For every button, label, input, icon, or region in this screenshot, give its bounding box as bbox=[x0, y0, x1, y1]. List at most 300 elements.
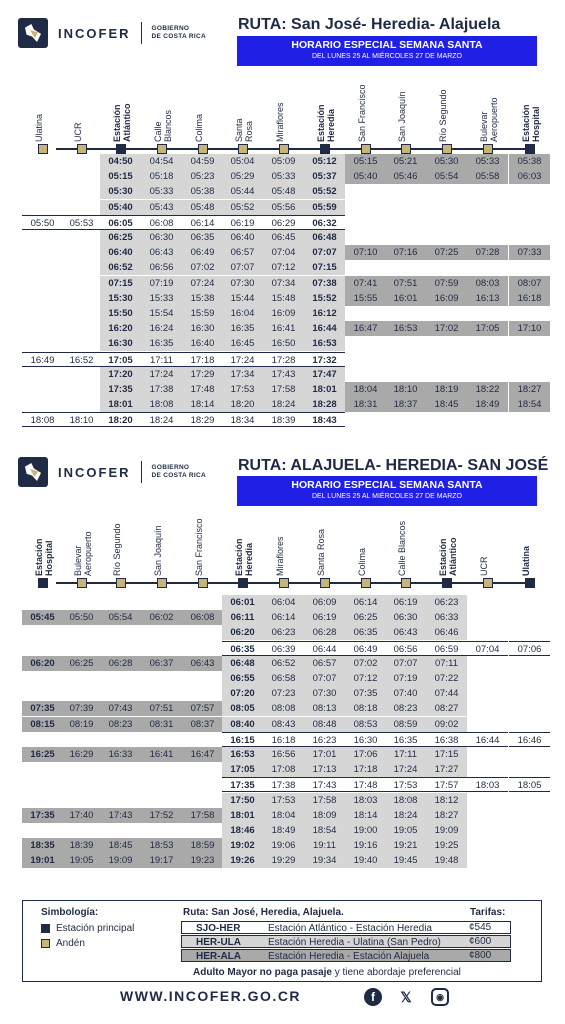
time-cell: 05:29 bbox=[222, 169, 263, 184]
time-cell: 07:02 bbox=[345, 656, 386, 671]
route-title-2: RUTA: ALAJUELA- HEREDIA- SAN JOSÉ bbox=[238, 457, 549, 474]
time-cell: 18:39 bbox=[61, 838, 102, 853]
time-cell: 06:57 bbox=[304, 656, 345, 671]
time-cell: 05:46 bbox=[385, 169, 426, 184]
time-cell: 06:39 bbox=[263, 641, 304, 656]
time-cell: 05:45 bbox=[22, 610, 63, 625]
time-cell: 17:28 bbox=[263, 352, 304, 367]
time-cell: 16:15 bbox=[222, 732, 263, 747]
time-cell: 16:29 bbox=[61, 747, 102, 762]
website-link[interactable]: WWW.INCOFER.GO.CR bbox=[120, 988, 302, 1004]
station-label: UCR bbox=[478, 556, 489, 576]
time-cell: 06:59 bbox=[426, 641, 467, 656]
time-cell: 19:05 bbox=[61, 853, 102, 868]
station-label: Miraflores bbox=[274, 536, 285, 576]
time-cell: 07:07 bbox=[304, 245, 345, 260]
time-cell: 08:15 bbox=[22, 717, 63, 732]
time-cell: 19:34 bbox=[304, 853, 345, 868]
time-cell: 07:12 bbox=[263, 260, 304, 275]
time-cell: 05:38 bbox=[182, 184, 223, 199]
time-cell: 17:40 bbox=[61, 808, 102, 823]
time-cell: 06:23 bbox=[263, 625, 304, 640]
time-cell: 07:15 bbox=[304, 260, 345, 275]
time-cell: 05:33 bbox=[141, 184, 182, 199]
time-cell: 18:08 bbox=[385, 793, 426, 808]
time-cell: 19:29 bbox=[263, 853, 304, 868]
time-cell: 05:30 bbox=[100, 184, 141, 199]
time-cell: 08:37 bbox=[182, 717, 223, 732]
time-cell: 06:28 bbox=[304, 625, 345, 640]
time-cell: 17:35 bbox=[100, 382, 141, 397]
time-cell: 08:53 bbox=[345, 717, 386, 732]
time-cell: 16:30 bbox=[100, 336, 141, 351]
time-cell: 04:59 bbox=[182, 154, 223, 169]
platform-marker bbox=[238, 144, 248, 154]
time-cell: 06:25 bbox=[345, 610, 386, 625]
time-cell: 05:58 bbox=[467, 169, 508, 184]
time-cell: 18:35 bbox=[22, 838, 63, 853]
time-cell: 16:53 bbox=[304, 336, 345, 351]
time-cell: 18:24 bbox=[385, 808, 426, 823]
station-label: San Joaquín bbox=[152, 525, 163, 576]
time-cell: 16:35 bbox=[222, 321, 263, 336]
time-cell: 17:32 bbox=[304, 352, 345, 367]
time-cell: 07:38 bbox=[304, 276, 345, 291]
time-cell: 19:09 bbox=[426, 823, 467, 838]
time-cell: 15:33 bbox=[141, 291, 182, 306]
time-cell: 18:10 bbox=[61, 412, 102, 427]
incofer-logo-2 bbox=[18, 457, 206, 487]
time-cell: 17:20 bbox=[100, 367, 141, 382]
time-cell: 07:15 bbox=[100, 276, 141, 291]
time-cell: 17:02 bbox=[426, 321, 467, 336]
time-cell: 06:35 bbox=[222, 641, 263, 656]
time-cell: 15:52 bbox=[304, 291, 345, 306]
time-cell: 19:11 bbox=[304, 838, 345, 853]
fare-price: ¢800 bbox=[469, 950, 492, 961]
legend-box bbox=[22, 900, 542, 982]
station-label: Río Segundo bbox=[111, 523, 122, 576]
platform-marker bbox=[157, 144, 167, 154]
schedule-banner-1: HORARIO ESPECIAL SEMANA SANTA DEL LUNES 25 AL MIÉRCOLES 27 DE MARZO bbox=[237, 36, 537, 66]
time-cell: 06:55 bbox=[222, 671, 263, 686]
time-cell: 18:49 bbox=[263, 823, 304, 838]
station-label: Calle Blancos bbox=[152, 109, 173, 142]
time-cell: 16:52 bbox=[61, 352, 102, 367]
time-cell: 06:45 bbox=[263, 230, 304, 245]
time-cell: 17:06 bbox=[345, 747, 386, 762]
time-cell: 17:01 bbox=[304, 747, 345, 762]
facebook-icon[interactable]: f bbox=[364, 988, 382, 1006]
platform-marker bbox=[279, 144, 289, 154]
time-cell: 16:35 bbox=[141, 336, 182, 351]
time-cell: 08:03 bbox=[467, 276, 508, 291]
time-cell: 19:25 bbox=[426, 838, 467, 853]
time-cell: 16:13 bbox=[467, 291, 508, 306]
time-cell: 06:19 bbox=[222, 215, 263, 230]
time-cell: 08:43 bbox=[263, 717, 304, 732]
time-cell: 05:50 bbox=[22, 215, 63, 230]
platform-marker bbox=[157, 578, 167, 588]
time-cell: 05:38 bbox=[509, 154, 550, 169]
time-cell: 08:48 bbox=[304, 717, 345, 732]
time-cell: 06:35 bbox=[345, 625, 386, 640]
time-cell: 18:45 bbox=[426, 397, 467, 412]
time-cell: 16:40 bbox=[182, 336, 223, 351]
fare-price: ¢545 bbox=[469, 922, 492, 933]
time-cell: 06:23 bbox=[426, 595, 467, 610]
station-label: Miraflores bbox=[274, 102, 285, 142]
main-station-marker bbox=[525, 144, 535, 154]
time-cell: 18:01 bbox=[304, 382, 345, 397]
time-cell: 05:48 bbox=[182, 200, 223, 215]
time-cell: 05:15 bbox=[100, 169, 141, 184]
time-cell: 19:16 bbox=[345, 838, 386, 853]
time-cell: 19:09 bbox=[100, 853, 141, 868]
time-cell: 16:09 bbox=[426, 291, 467, 306]
main-station-marker bbox=[525, 578, 535, 588]
time-cell: 17:52 bbox=[141, 808, 182, 823]
time-cell: 17:58 bbox=[263, 382, 304, 397]
time-cell: 19:01 bbox=[22, 853, 63, 868]
time-cell: 17:24 bbox=[385, 762, 426, 777]
instagram-icon[interactable]: ◉ bbox=[431, 988, 449, 1006]
time-cell: 17:05 bbox=[467, 321, 508, 336]
time-cell: 18:34 bbox=[222, 412, 263, 427]
time-cell: 16:18 bbox=[263, 732, 304, 747]
time-cell: 16:30 bbox=[345, 732, 386, 747]
time-cell: 07:22 bbox=[426, 671, 467, 686]
time-cell: 08:27 bbox=[426, 701, 467, 716]
time-cell: 18:54 bbox=[304, 823, 345, 838]
time-cell: 17:43 bbox=[263, 367, 304, 382]
time-cell: 08:59 bbox=[385, 717, 426, 732]
time-cell: 16:18 bbox=[509, 291, 550, 306]
time-cell: 09:02 bbox=[426, 717, 467, 732]
time-cell: 17:27 bbox=[426, 762, 467, 777]
time-cell: 08:31 bbox=[141, 717, 182, 732]
time-cell: 15:50 bbox=[100, 306, 141, 321]
time-cell: 18:49 bbox=[467, 397, 508, 412]
time-cell: 17:53 bbox=[263, 793, 304, 808]
main-station-marker bbox=[320, 144, 330, 154]
platform-marker bbox=[483, 144, 493, 154]
time-cell: 06:57 bbox=[222, 245, 263, 260]
time-cell: 18:08 bbox=[22, 412, 63, 427]
time-cell: 08:13 bbox=[304, 701, 345, 716]
time-cell: 05:33 bbox=[263, 169, 304, 184]
time-cell: 06:25 bbox=[61, 656, 102, 671]
time-cell: 08:23 bbox=[100, 717, 141, 732]
time-cell: 16:49 bbox=[22, 352, 63, 367]
time-cell: 07:41 bbox=[345, 276, 386, 291]
time-cell: 06:56 bbox=[141, 260, 182, 275]
time-cell: 17:53 bbox=[385, 777, 426, 792]
station-label: Estación Hospital bbox=[33, 538, 54, 576]
time-cell: 05:54 bbox=[100, 610, 141, 625]
platform-marker bbox=[77, 578, 87, 588]
station-label: Santa Rosa bbox=[233, 118, 254, 142]
station-label: Bulevar Aeropuerto bbox=[478, 97, 499, 142]
time-cell: 05:40 bbox=[345, 169, 386, 184]
time-cell: 06:02 bbox=[141, 610, 182, 625]
time-cell: 07:28 bbox=[467, 245, 508, 260]
time-cell: 06:30 bbox=[141, 230, 182, 245]
time-cell: 18:08 bbox=[141, 397, 182, 412]
time-cell: 18:27 bbox=[509, 382, 550, 397]
platform-marker bbox=[401, 578, 411, 588]
time-cell: 17:24 bbox=[222, 352, 263, 367]
time-cell: 07:34 bbox=[263, 276, 304, 291]
time-cell: 17:08 bbox=[263, 762, 304, 777]
time-cell: 17:24 bbox=[141, 367, 182, 382]
time-cell: 18:03 bbox=[467, 777, 508, 792]
time-cell: 05:43 bbox=[141, 200, 182, 215]
time-cell: 04:50 bbox=[100, 154, 141, 169]
time-cell: 18:54 bbox=[509, 397, 550, 412]
time-cell: 06:46 bbox=[426, 625, 467, 640]
main-station-marker bbox=[38, 578, 48, 588]
platform-marker bbox=[361, 144, 371, 154]
time-cell: 06:52 bbox=[100, 260, 141, 275]
time-cell: 07:06 bbox=[509, 641, 550, 656]
time-cell: 06:40 bbox=[100, 245, 141, 260]
time-cell: 16:47 bbox=[345, 321, 386, 336]
platform-marker bbox=[198, 578, 208, 588]
time-cell: 07:07 bbox=[222, 260, 263, 275]
time-cell: 15:48 bbox=[263, 291, 304, 306]
time-cell: 05:52 bbox=[304, 184, 345, 199]
time-cell: 16:20 bbox=[100, 321, 141, 336]
time-cell: 07:40 bbox=[385, 686, 426, 701]
time-cell: 17:18 bbox=[182, 352, 223, 367]
time-cell: 16:47 bbox=[182, 747, 223, 762]
time-cell: 17:47 bbox=[304, 367, 345, 382]
time-cell: 19:06 bbox=[263, 838, 304, 853]
platform-marker bbox=[38, 144, 48, 154]
time-cell: 15:59 bbox=[182, 306, 223, 321]
time-cell: 06:14 bbox=[263, 610, 304, 625]
station-label: UCR bbox=[72, 122, 83, 142]
main-station-swatch bbox=[41, 924, 50, 933]
time-cell: 16:53 bbox=[385, 321, 426, 336]
time-cell: 06:03 bbox=[509, 169, 550, 184]
time-cell: 16:12 bbox=[304, 306, 345, 321]
time-cell: 15:38 bbox=[182, 291, 223, 306]
time-cell: 05:44 bbox=[222, 184, 263, 199]
legend-main-station: Estación principal bbox=[41, 923, 134, 934]
x-icon[interactable]: 𝕏 bbox=[400, 989, 412, 1005]
time-cell: 18:01 bbox=[100, 397, 141, 412]
time-cell: 08:23 bbox=[385, 701, 426, 716]
platform-marker bbox=[279, 578, 289, 588]
time-cell: 05:21 bbox=[385, 154, 426, 169]
time-cell: 06:52 bbox=[263, 656, 304, 671]
platform-marker bbox=[483, 578, 493, 588]
time-cell: 05:50 bbox=[61, 610, 102, 625]
time-cell: 07:24 bbox=[182, 276, 223, 291]
time-cell: 18:10 bbox=[385, 382, 426, 397]
time-cell: 07:07 bbox=[304, 671, 345, 686]
time-cell: 05:15 bbox=[345, 154, 386, 169]
time-cell: 18:19 bbox=[426, 382, 467, 397]
time-cell: 06:29 bbox=[263, 215, 304, 230]
platform-swatch bbox=[41, 939, 50, 948]
time-cell: 06:43 bbox=[182, 656, 223, 671]
time-cell: 19:45 bbox=[385, 853, 426, 868]
time-cell: 06:19 bbox=[385, 595, 426, 610]
legend-platform: Andén bbox=[41, 938, 85, 949]
time-cell: 18:01 bbox=[222, 808, 263, 823]
time-cell: 16:41 bbox=[141, 747, 182, 762]
fare-description: Estación Heredia - Ulatina (San Pedro) bbox=[268, 937, 441, 948]
time-cell: 07:33 bbox=[509, 245, 550, 260]
station-label: Estación Heredia bbox=[233, 538, 254, 576]
station-label: Calle Blancos bbox=[396, 520, 407, 576]
time-cell: 05:52 bbox=[222, 200, 263, 215]
station-label: Estación Hospital bbox=[520, 104, 541, 142]
time-cell: 07:19 bbox=[141, 276, 182, 291]
time-cell: 16:46 bbox=[509, 732, 550, 747]
time-cell: 07:11 bbox=[426, 656, 467, 671]
station-label: Bulevar Aeropuerto bbox=[72, 531, 93, 576]
time-cell: 19:48 bbox=[426, 853, 467, 868]
time-cell: 04:54 bbox=[141, 154, 182, 169]
time-cell: 08:07 bbox=[509, 276, 550, 291]
time-cell: 07:07 bbox=[385, 656, 426, 671]
time-cell: 06:48 bbox=[222, 656, 263, 671]
fares-title: Tarifas: bbox=[470, 907, 506, 918]
time-cell: 18:12 bbox=[426, 793, 467, 808]
time-cell: 05:18 bbox=[141, 169, 182, 184]
time-cell: 17:18 bbox=[345, 762, 386, 777]
time-cell: 18:43 bbox=[304, 412, 345, 427]
time-cell: 19:21 bbox=[385, 838, 426, 853]
fare-description: Estación Heredia - Estación Alajuela bbox=[268, 951, 430, 962]
time-cell: 06:09 bbox=[304, 595, 345, 610]
station-label: San Francisco bbox=[356, 84, 367, 142]
time-cell: 16:01 bbox=[385, 291, 426, 306]
time-cell: 17:13 bbox=[304, 762, 345, 777]
time-cell: 05:40 bbox=[100, 200, 141, 215]
time-cell: 05:48 bbox=[263, 184, 304, 199]
time-cell: 16:50 bbox=[263, 336, 304, 351]
time-cell: 07:51 bbox=[141, 701, 182, 716]
time-cell: 17:11 bbox=[141, 352, 182, 367]
time-cell: 17:35 bbox=[222, 777, 263, 792]
time-cell: 07:25 bbox=[426, 245, 467, 260]
time-cell: 08:18 bbox=[345, 701, 386, 716]
rail-track bbox=[56, 582, 525, 584]
time-cell: 06:20 bbox=[222, 625, 263, 640]
time-cell: 06:14 bbox=[345, 595, 386, 610]
time-cell: 06:35 bbox=[182, 230, 223, 245]
costa-rica-map-icon bbox=[18, 18, 48, 48]
time-cell: 07:30 bbox=[304, 686, 345, 701]
time-cell: 18:14 bbox=[345, 808, 386, 823]
main-station-marker bbox=[442, 578, 452, 588]
time-cell: 18:05 bbox=[509, 777, 550, 792]
time-cell: 07:57 bbox=[182, 701, 223, 716]
platform-marker bbox=[401, 144, 411, 154]
time-cell: 16:25 bbox=[22, 747, 63, 762]
time-cell: 17:43 bbox=[100, 808, 141, 823]
footer bbox=[0, 988, 565, 1006]
time-cell: 19:02 bbox=[222, 838, 263, 853]
brand-name: INCOFER bbox=[58, 464, 131, 480]
time-cell: 17:10 bbox=[509, 321, 550, 336]
time-cell: 07:12 bbox=[345, 671, 386, 686]
time-cell: 18:45 bbox=[100, 838, 141, 853]
time-cell: 18:20 bbox=[222, 397, 263, 412]
legend-title: Simbología: bbox=[41, 907, 99, 918]
station-label: San Francisco bbox=[193, 518, 204, 576]
station-label: Santa Rosa bbox=[315, 528, 326, 576]
time-cell: 07:51 bbox=[385, 276, 426, 291]
station-label: Río Segundo bbox=[437, 89, 448, 142]
time-cell: 06:56 bbox=[385, 641, 426, 656]
time-cell: 18:28 bbox=[304, 397, 345, 412]
time-cell: 06:40 bbox=[222, 230, 263, 245]
platform-marker bbox=[442, 144, 452, 154]
fare-description: Estación Atlántico - Estación Heredia bbox=[268, 923, 432, 934]
platform-marker bbox=[116, 578, 126, 588]
fare-code: HER-ULA bbox=[196, 937, 241, 948]
time-cell: 18:31 bbox=[345, 397, 386, 412]
time-cell: 15:54 bbox=[141, 306, 182, 321]
time-cell: 19:00 bbox=[345, 823, 386, 838]
time-cell: 06:28 bbox=[100, 656, 141, 671]
time-cell: 07:16 bbox=[385, 245, 426, 260]
time-cell: 05:37 bbox=[304, 169, 345, 184]
time-cell: 07:04 bbox=[263, 245, 304, 260]
time-cell: 06:19 bbox=[304, 610, 345, 625]
time-cell: 06:20 bbox=[22, 656, 63, 671]
time-cell: 18:53 bbox=[141, 838, 182, 853]
time-cell: 07:10 bbox=[345, 245, 386, 260]
time-cell: 05:12 bbox=[304, 154, 345, 169]
fare-code: SJO-HER bbox=[196, 923, 241, 934]
time-cell: 17:05 bbox=[222, 762, 263, 777]
time-cell: 18:20 bbox=[100, 412, 141, 427]
time-cell: 17:15 bbox=[426, 747, 467, 762]
time-cell: 17:35 bbox=[22, 808, 63, 823]
time-cell: 18:22 bbox=[467, 382, 508, 397]
time-cell: 17:58 bbox=[304, 793, 345, 808]
time-cell: 16:33 bbox=[100, 747, 141, 762]
time-cell: 06:25 bbox=[100, 230, 141, 245]
station-label: Estación Atlántico bbox=[437, 537, 458, 576]
time-cell: 16:41 bbox=[263, 321, 304, 336]
time-cell: 16:56 bbox=[263, 747, 304, 762]
time-cell: 19:17 bbox=[141, 853, 182, 868]
time-cell: 08:40 bbox=[222, 717, 263, 732]
fare-row bbox=[181, 935, 511, 948]
time-cell: 16:30 bbox=[182, 321, 223, 336]
time-cell: 18:14 bbox=[182, 397, 223, 412]
time-cell: 06:43 bbox=[141, 245, 182, 260]
time-cell: 07:44 bbox=[426, 686, 467, 701]
time-cell: 07:30 bbox=[222, 276, 263, 291]
time-cell: 06:48 bbox=[304, 230, 345, 245]
time-cell: 07:02 bbox=[182, 260, 223, 275]
time-cell: 18:46 bbox=[222, 823, 263, 838]
brand-name: INCOFER bbox=[58, 25, 131, 41]
time-cell: 08:08 bbox=[263, 701, 304, 716]
time-cell: 17:38 bbox=[141, 382, 182, 397]
time-cell: 07:35 bbox=[22, 701, 63, 716]
time-cell: 06:32 bbox=[304, 215, 345, 230]
